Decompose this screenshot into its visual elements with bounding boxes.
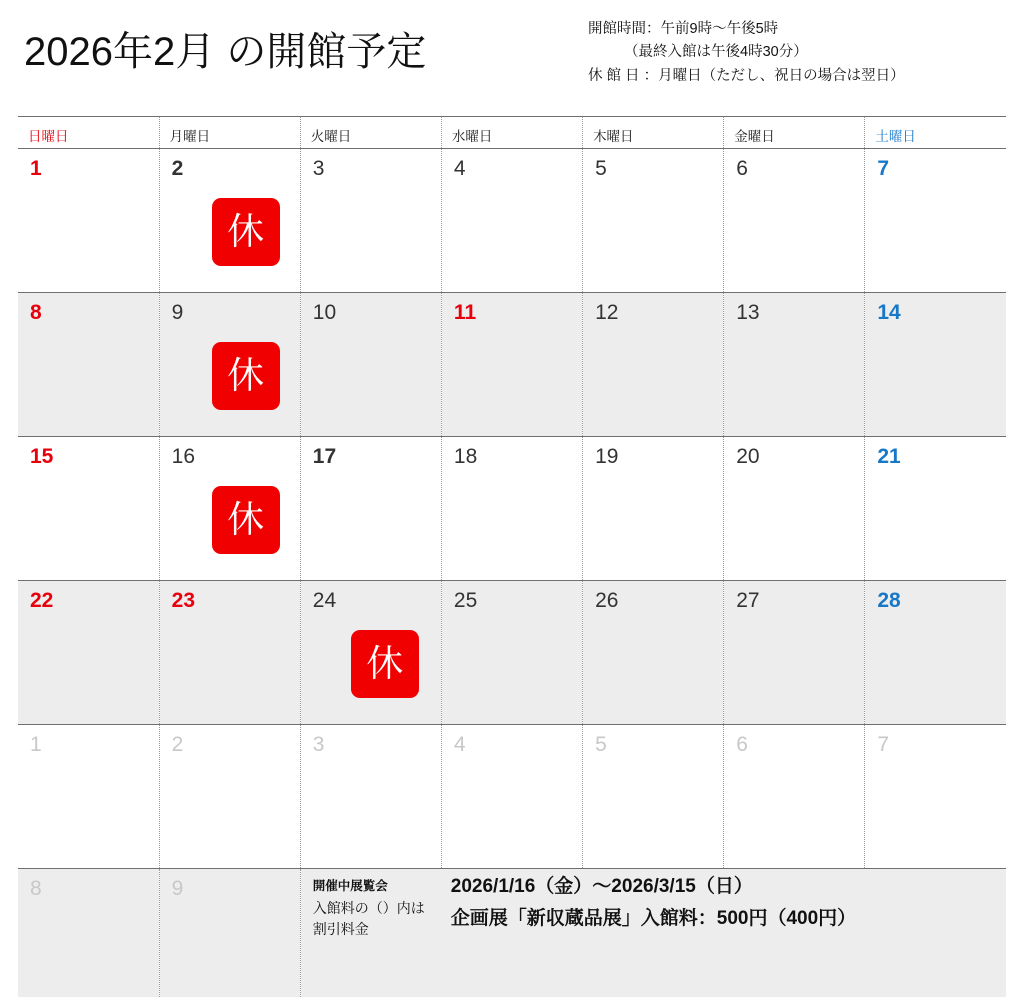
exhibition-detail: 企画展「新収蔵品展」入館料：500円（400円） [450, 907, 857, 929]
day-cell [583, 149, 724, 293]
exhibition-period: 2026/1/16（金）～2026/3/15（日） [450, 876, 753, 897]
calendar-week-row [18, 293, 1006, 437]
day-number: 6 [736, 733, 748, 756]
day-cell [18, 581, 159, 725]
day-cell [18, 149, 159, 293]
opening-info [588, 18, 905, 88]
day-number: 22 [30, 589, 54, 612]
day-number: 27 [736, 589, 760, 612]
day-cell [441, 581, 582, 725]
opening-hours-line: 開館時間：午前9時～午後5時 [588, 21, 779, 37]
day-cell [583, 293, 724, 437]
day-number: 5 [595, 733, 607, 756]
weekday-header-wednesday: 水曜日 [441, 117, 582, 149]
weekday-header-friday: 金曜日 [724, 117, 865, 149]
day-number: 19 [595, 445, 619, 468]
closed-badge: 休 [212, 486, 280, 554]
exhibition-notice [300, 869, 1006, 998]
calendar-week-row [18, 149, 1006, 293]
day-cell [441, 437, 582, 581]
day-cell [159, 437, 300, 581]
weekday-header-tuesday: 火曜日 [300, 117, 441, 149]
day-cell [18, 725, 159, 869]
day-number: 9 [171, 301, 184, 324]
day-cell [865, 293, 1006, 437]
day-cell [18, 437, 159, 581]
day-number: 8 [30, 301, 42, 324]
weekday-header-thursday: 木曜日 [583, 117, 724, 149]
day-number: 12 [595, 301, 619, 324]
notice-right [451, 873, 1024, 933]
last-entry-line: （最終入館は午後4時30分） [624, 44, 808, 61]
day-number: 1 [30, 157, 42, 180]
calendar-week-row [18, 581, 1006, 725]
day-number: 4 [453, 733, 466, 756]
day-number: 10 [312, 301, 337, 324]
day-number: 2 [171, 157, 184, 180]
day-number: 26 [595, 589, 619, 612]
day-cell [18, 869, 159, 998]
day-cell [865, 437, 1006, 581]
calendar-week-row [18, 437, 1006, 581]
day-number: 16 [171, 445, 195, 468]
day-number: 7 [877, 733, 890, 756]
day-number: 18 [453, 445, 478, 468]
day-cell [865, 581, 1006, 725]
day-cell [441, 293, 582, 437]
day-cell [865, 725, 1006, 869]
day-number: 3 [312, 157, 325, 180]
calendar-week-row [18, 725, 1006, 869]
day-number: 24 [312, 589, 337, 612]
day-cell [583, 437, 724, 581]
day-number: 4 [453, 157, 466, 180]
notice-sub-line2: 割引料金 [312, 921, 369, 938]
day-number: 13 [736, 301, 760, 324]
day-cell [724, 725, 865, 869]
day-cell [159, 581, 300, 725]
day-number: 15 [30, 445, 54, 468]
weekday-header-saturday: 土曜日 [865, 117, 1006, 149]
day-cell [441, 725, 582, 869]
day-number: 20 [736, 445, 760, 468]
closed-badge: 休 [351, 630, 419, 698]
day-number: 9 [171, 877, 184, 900]
day-cell [724, 293, 865, 437]
day-cell [159, 293, 300, 437]
day-number: 14 [877, 301, 901, 324]
closed-badge: 休 [212, 198, 280, 266]
day-number: 17 [312, 445, 337, 468]
day-cell [159, 869, 300, 998]
day-number: 2 [171, 733, 184, 756]
closed-badge: 休 [212, 342, 280, 410]
day-number: 6 [736, 157, 748, 180]
day-cell [300, 581, 441, 725]
day-cell [865, 149, 1006, 293]
day-cell [724, 581, 865, 725]
calendar-header-row [18, 117, 1006, 149]
page-header [0, 0, 1024, 100]
day-cell [159, 725, 300, 869]
day-number: 5 [595, 157, 607, 180]
day-cell [18, 293, 159, 437]
day-cell [159, 149, 300, 293]
calendar-notice-row [18, 869, 1006, 998]
calendar-table [18, 116, 1006, 997]
weekday-header-sunday: 日曜日 [18, 117, 159, 149]
day-number: 8 [30, 877, 42, 900]
day-number: 11 [453, 301, 477, 324]
day-number: 25 [453, 589, 478, 612]
day-number: 1 [30, 733, 42, 756]
day-cell [583, 581, 724, 725]
day-cell [724, 437, 865, 581]
notice-sub-line1: 入館料の（）内は [312, 899, 425, 916]
notice-label: 開催中展覧会 [312, 879, 388, 893]
day-cell [300, 725, 441, 869]
day-number: 3 [312, 733, 325, 756]
day-cell [300, 149, 441, 293]
weekday-header-monday: 月曜日 [159, 117, 300, 149]
day-cell [583, 725, 724, 869]
day-number: 28 [877, 589, 901, 612]
day-cell [441, 149, 582, 293]
day-cell [300, 437, 441, 581]
day-cell [300, 293, 441, 437]
closed-days-line: 休 館 日 ：月曜日（ただし、祝日の場合は翌日） [588, 67, 905, 84]
day-number: 21 [877, 445, 901, 468]
day-number: 23 [171, 589, 195, 612]
day-number: 7 [877, 157, 890, 180]
page-title: 2026年2月 の開館予定 [24, 30, 427, 74]
day-cell [724, 149, 865, 293]
